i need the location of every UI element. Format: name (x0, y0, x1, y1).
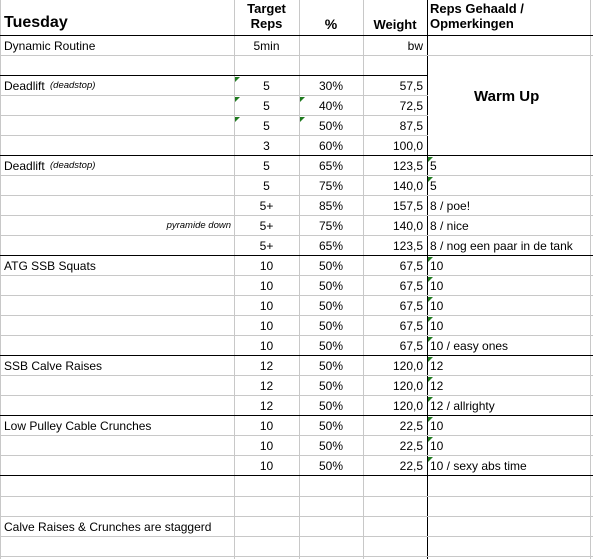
percent-cell: 60% (318, 139, 344, 153)
comment-marker-icon (428, 317, 433, 322)
target-reps-cell: 10 (259, 439, 274, 453)
target-reps-cell: 10 (259, 339, 274, 353)
weight-cell: bw (407, 39, 423, 53)
comment-marker-icon (428, 337, 433, 342)
percent-cell: 50% (318, 459, 344, 473)
target-reps-cell: 5+ (259, 239, 274, 253)
notes-cell: 12 (430, 359, 444, 373)
comment-marker-icon (428, 257, 433, 262)
col-header-percent: % (324, 16, 338, 32)
notes-cell: 10 / sexy abs time (430, 459, 527, 473)
exercise-name: Low Pulley Cable Crunches (4, 419, 152, 433)
target-reps-cell: 5 (263, 119, 270, 133)
target-reps-cell: 10 (259, 459, 274, 473)
percent-cell: 50% (318, 439, 344, 453)
percent-cell: 50% (318, 419, 344, 433)
percent-cell: 75% (318, 219, 344, 233)
percent-cell (299, 36, 363, 56)
target-reps-cell: 12 (259, 379, 274, 393)
comment-marker-icon (428, 397, 433, 402)
target-reps-cell: 3 (263, 139, 270, 153)
percent-cell: 50% (318, 379, 344, 393)
percent-cell: 50% (318, 299, 344, 313)
comment-marker-icon (235, 97, 240, 102)
percent-cell: 50% (318, 279, 344, 293)
target-reps-cell: 5 (263, 179, 270, 193)
percent-cell: 50% (318, 339, 344, 353)
weight-cell: 87,5 (399, 119, 423, 133)
notes-cell: 10 (430, 439, 444, 453)
target-reps-cell: 10 (259, 299, 274, 313)
col-header-target-line1: Target (247, 1, 286, 16)
comment-marker-icon (428, 377, 433, 382)
target-reps-cell: 10 (259, 419, 274, 433)
exercise-note: (deadstop) (50, 80, 96, 91)
notes-cell: 10 (430, 259, 444, 273)
percent-cell: 75% (318, 179, 344, 193)
comment-marker-icon (300, 97, 305, 102)
col-header-target (234, 1, 299, 31)
weight-cell: 57,5 (399, 79, 423, 93)
weight-cell: 120,0 (392, 379, 423, 393)
exercise-name: Deadlift (4, 79, 45, 93)
notes-cell: 12 / allrighty (430, 399, 495, 413)
day-title: Tuesday (4, 14, 68, 31)
target-reps-cell: 5 (263, 99, 270, 113)
target-reps-cell: 10 (259, 259, 274, 273)
comment-marker-icon (300, 117, 305, 122)
notes-cell: 10 / easy ones (430, 339, 509, 353)
col-header-target-line2: Reps (250, 16, 283, 31)
target-reps-cell: 12 (259, 399, 274, 413)
warm-up-label: Warm Up (474, 88, 540, 105)
percent-cell: 50% (318, 119, 344, 133)
notes-cell: 5 (430, 159, 437, 173)
comment-marker-icon (428, 277, 433, 282)
weight-cell: 22,5 (399, 419, 423, 433)
percent-cell: 50% (318, 259, 344, 273)
weight-cell: 67,5 (399, 299, 423, 313)
comment-marker-icon (235, 117, 240, 122)
comment-marker-icon (428, 437, 433, 442)
percent-cell: 40% (318, 99, 344, 113)
notes-cell: 10 (430, 419, 444, 433)
weight-cell: 67,5 (399, 259, 423, 273)
comment-marker-icon (428, 457, 433, 462)
col-header-notes-line2: Opmerkingen (430, 16, 514, 31)
target-reps-cell: 12 (259, 359, 274, 373)
exercise-note: pyramide down (166, 220, 231, 231)
col-header-notes-line1: Reps Gehaald / (430, 1, 524, 16)
comment-marker-icon (428, 357, 433, 362)
exercise-name: SSB Calve Raises (4, 359, 103, 373)
percent-cell: 50% (318, 359, 344, 373)
target-reps-cell: 5+ (259, 219, 274, 233)
comment-marker-icon (428, 157, 433, 162)
percent-cell: 65% (318, 239, 344, 253)
exercise-name: ATG SSB Squats (4, 259, 96, 273)
weight-cell: 120,0 (392, 359, 423, 373)
notes-cell: 8 / nog een paar in de tank (430, 239, 573, 253)
notes-cell: 12 (430, 379, 444, 393)
weight-cell: 72,5 (399, 99, 423, 113)
percent-cell: 50% (318, 319, 344, 333)
weight-cell: 22,5 (399, 459, 423, 473)
target-reps-cell: 5 (263, 159, 270, 173)
row-divider (0, 496, 593, 497)
weight-cell (363, 56, 423, 76)
comment-marker-icon (428, 417, 433, 422)
percent-cell: 50% (318, 399, 344, 413)
weight-cell: 120,0 (392, 399, 423, 413)
weight-cell: 123,5 (392, 239, 423, 253)
notes-cell: 10 (430, 299, 444, 313)
col-header-notes (430, 1, 524, 31)
weight-cell: 140,0 (392, 179, 423, 193)
weight-cell: 157,5 (392, 199, 423, 213)
exercise-note: (deadstop) (50, 160, 96, 171)
notes-cell: 10 (430, 279, 444, 293)
comment-marker-icon (428, 177, 433, 182)
row-divider (0, 475, 593, 476)
percent-cell: 30% (318, 79, 344, 93)
weight-cell: 123,5 (392, 159, 423, 173)
col-header-weight: Weight (373, 17, 417, 32)
percent-cell (299, 56, 363, 76)
target-reps-cell: 5 (263, 79, 270, 93)
target-reps-cell (234, 56, 299, 76)
notes-cell: 8 / poe! (430, 199, 471, 213)
footer-note: Calve Raises & Crunches are staggerd (4, 520, 212, 534)
exercise-name: Dynamic Routine (4, 39, 96, 53)
target-reps-cell: 5min (253, 39, 280, 53)
notes-cell: 10 (430, 319, 444, 333)
weight-cell: 67,5 (399, 339, 423, 353)
weight-cell: 67,5 (399, 279, 423, 293)
exercise-name: Deadlift (4, 159, 45, 173)
row-divider (0, 556, 593, 557)
weight-cell: 140,0 (392, 219, 423, 233)
weight-cell: 67,5 (399, 319, 423, 333)
target-reps-cell: 10 (259, 319, 274, 333)
comment-marker-icon (428, 297, 433, 302)
notes-cell: 8 / nice (430, 219, 469, 233)
target-reps-cell: 10 (259, 279, 274, 293)
notes-cell: 5 (430, 179, 437, 193)
target-reps-cell: 5+ (259, 199, 274, 213)
percent-cell: 85% (318, 199, 344, 213)
percent-cell: 65% (318, 159, 344, 173)
weight-cell: 22,5 (399, 439, 423, 453)
comment-marker-icon (235, 77, 240, 82)
weight-cell: 100,0 (392, 139, 423, 153)
